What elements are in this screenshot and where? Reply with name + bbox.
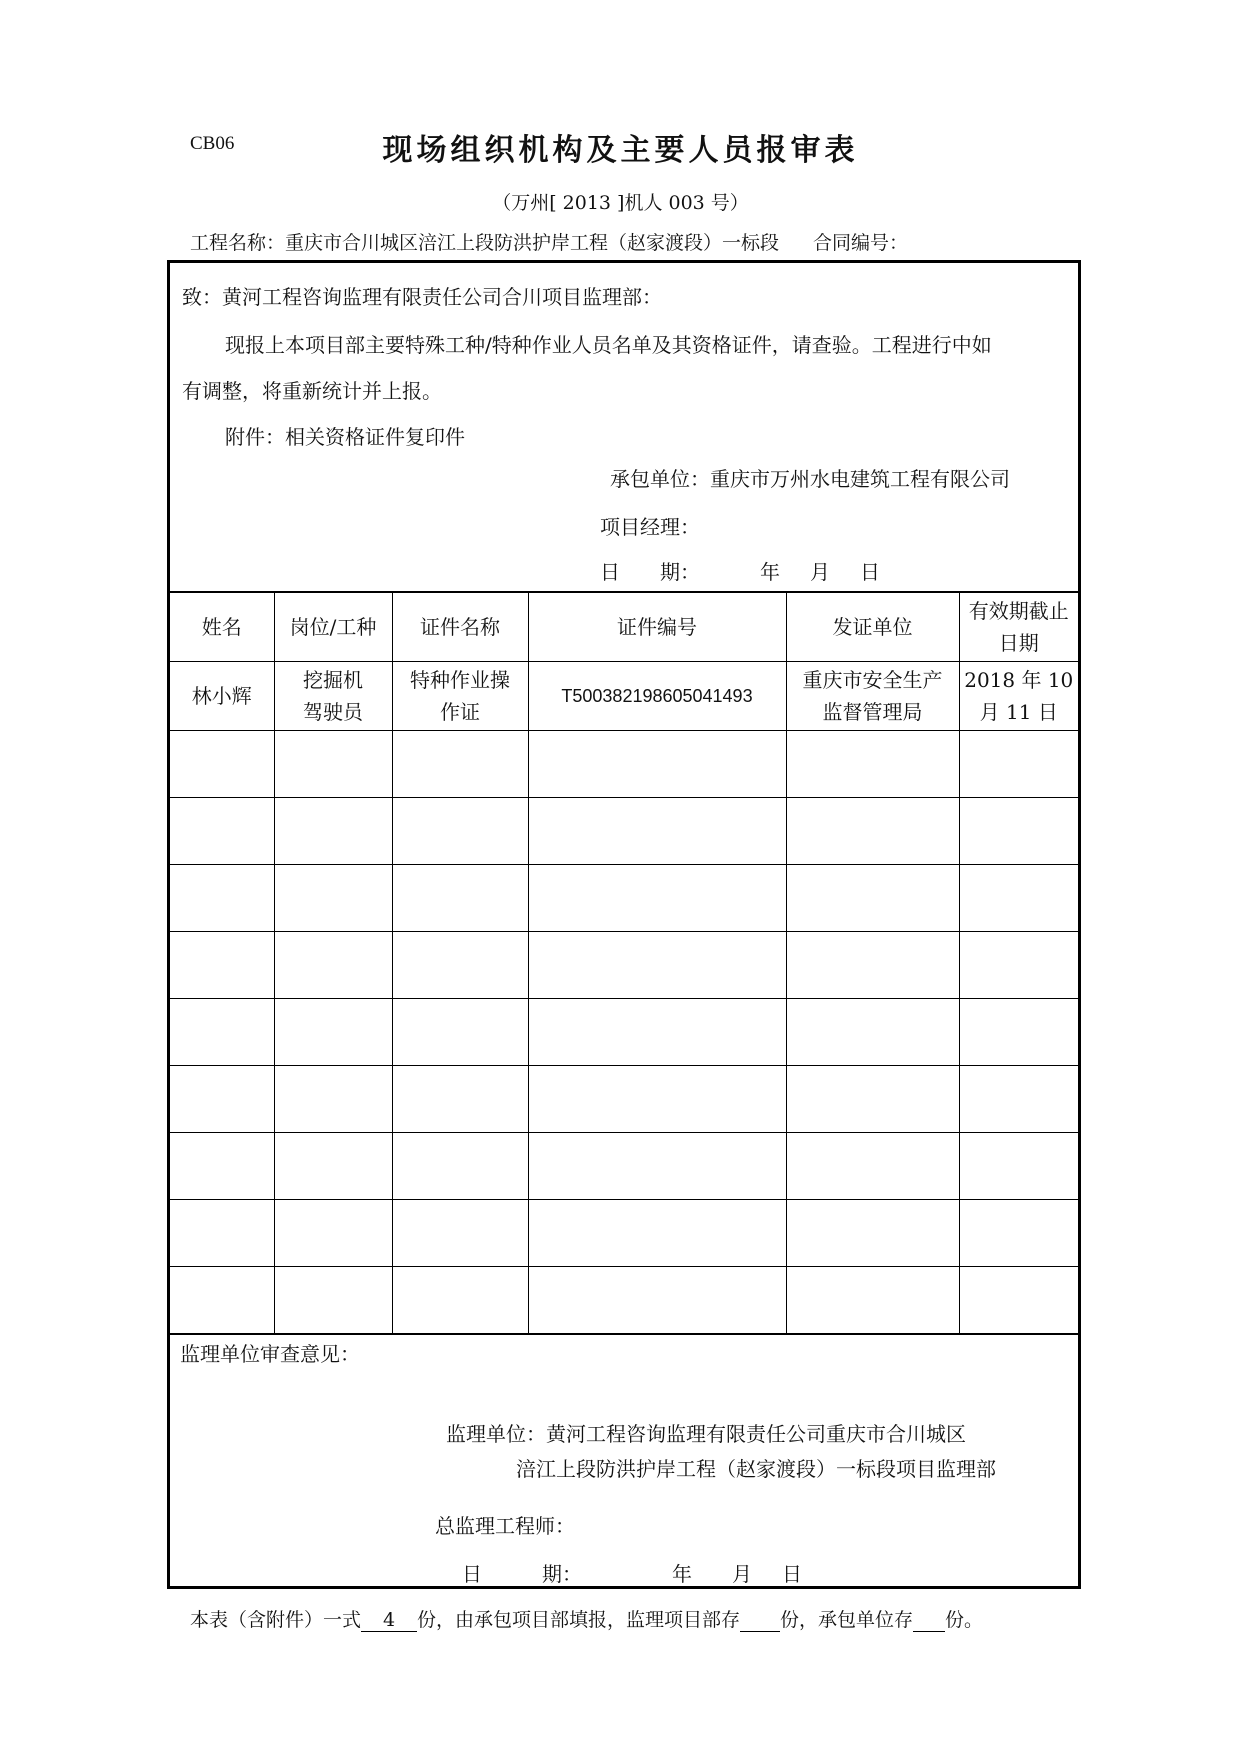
review-date-month: 月 bbox=[732, 1562, 752, 1586]
cell-certificate-number: T500382198605041493 bbox=[528, 662, 786, 731]
footer-copies: 4 bbox=[361, 1609, 417, 1632]
table-header-row bbox=[170, 592, 1078, 662]
table-row-empty bbox=[170, 1133, 1078, 1200]
footer-blank-contractor bbox=[913, 1609, 945, 1632]
letter-date-label: 日 期： bbox=[600, 560, 700, 584]
footer-part-3: 份，承包单位存 bbox=[780, 1609, 914, 1631]
review-date-label: 日 期： bbox=[462, 1562, 582, 1586]
footer-part-1: 本表（含附件）一式 bbox=[190, 1609, 362, 1631]
supervision-unit-line-2: 涪江上段防洪护岸工程（赵家渡段）一标段项目监理部 bbox=[516, 1457, 996, 1481]
attachment-note: 附件：相关资格证件复印件 bbox=[225, 425, 465, 449]
project-name: 重庆市合川城区涪江上段防洪护岸工程（赵家渡段）一标段 bbox=[285, 232, 780, 254]
review-opinion-label: 监理单位审查意见： bbox=[180, 1342, 360, 1366]
review-date-year: 年 bbox=[672, 1562, 692, 1586]
cell-certificate-name: 特种作业操作证 bbox=[392, 662, 528, 731]
header-certificate-number: 证件编号 bbox=[528, 592, 786, 662]
letter-body-line-2: 有调整，将重新统计并上报。 bbox=[182, 379, 442, 403]
cell-issuing-authority: 重庆市安全生产监督管理局 bbox=[786, 662, 959, 731]
letter-date-year: 年 bbox=[760, 560, 780, 584]
letter-date-day: 日 bbox=[860, 560, 880, 584]
table-row-empty bbox=[170, 1066, 1078, 1133]
letter-body-line-1: 现报上本项目部主要特殊工种/特种作业人员名单及其资格证件，请查验。工程进行中如 bbox=[225, 333, 992, 357]
page-title: 现场组织机构及主要人员报审表 bbox=[382, 133, 859, 168]
letter-date-month: 月 bbox=[810, 560, 830, 584]
personnel-table bbox=[170, 591, 1078, 1335]
table-row-empty bbox=[170, 1200, 1078, 1267]
supervision-unit-line-1: 监理单位：黄河工程咨询监理有限责任公司重庆市合川城区 bbox=[446, 1422, 966, 1446]
table-row-empty bbox=[170, 865, 1078, 932]
form-code: CB06 bbox=[190, 133, 235, 154]
review-date-day: 日 bbox=[782, 1562, 802, 1586]
header-position: 岗位/工种 bbox=[274, 592, 392, 662]
footer-note bbox=[190, 1605, 983, 1632]
table-row-empty bbox=[170, 932, 1078, 999]
table-row bbox=[170, 662, 1078, 731]
table-row-empty bbox=[170, 798, 1078, 865]
header-issuing-authority: 发证单位 bbox=[786, 592, 959, 662]
footer-part-4: 份。 bbox=[945, 1609, 984, 1631]
table-row-empty bbox=[170, 999, 1078, 1066]
chief-engineer-label: 总监理工程师： bbox=[435, 1514, 575, 1538]
footer-part-2: 份，由承包项目部填报，监理项目部存 bbox=[417, 1609, 741, 1631]
cell-name: 林小辉 bbox=[170, 662, 274, 731]
project-manager-label: 项目经理： bbox=[600, 515, 700, 539]
document-number: （万州[ 2013 ]机人 003 号） bbox=[492, 192, 749, 214]
footer-blank-supervision bbox=[740, 1609, 780, 1632]
table-row-empty bbox=[170, 731, 1078, 798]
header-expiry-date: 有效期截止日期 bbox=[959, 592, 1078, 662]
table-row-empty bbox=[170, 1267, 1078, 1334]
contractor-unit: 承包单位：重庆市万州水电建筑工程有限公司 bbox=[610, 467, 1010, 491]
letter-recipient: 致：黄河工程咨询监理有限责任公司合川项目监理部： bbox=[182, 285, 662, 309]
form-frame bbox=[167, 260, 1081, 1589]
header-name: 姓名 bbox=[170, 592, 274, 662]
contract-number-label: 合同编号： bbox=[813, 232, 909, 254]
cell-position: 挖掘机驾驶员 bbox=[274, 662, 392, 731]
cell-expiry-date: 2018 年 10 月 11 日 bbox=[959, 662, 1078, 731]
header-certificate-name: 证件名称 bbox=[392, 592, 528, 662]
project-info-line bbox=[190, 228, 908, 255]
project-name-label: 工程名称： bbox=[190, 232, 286, 254]
